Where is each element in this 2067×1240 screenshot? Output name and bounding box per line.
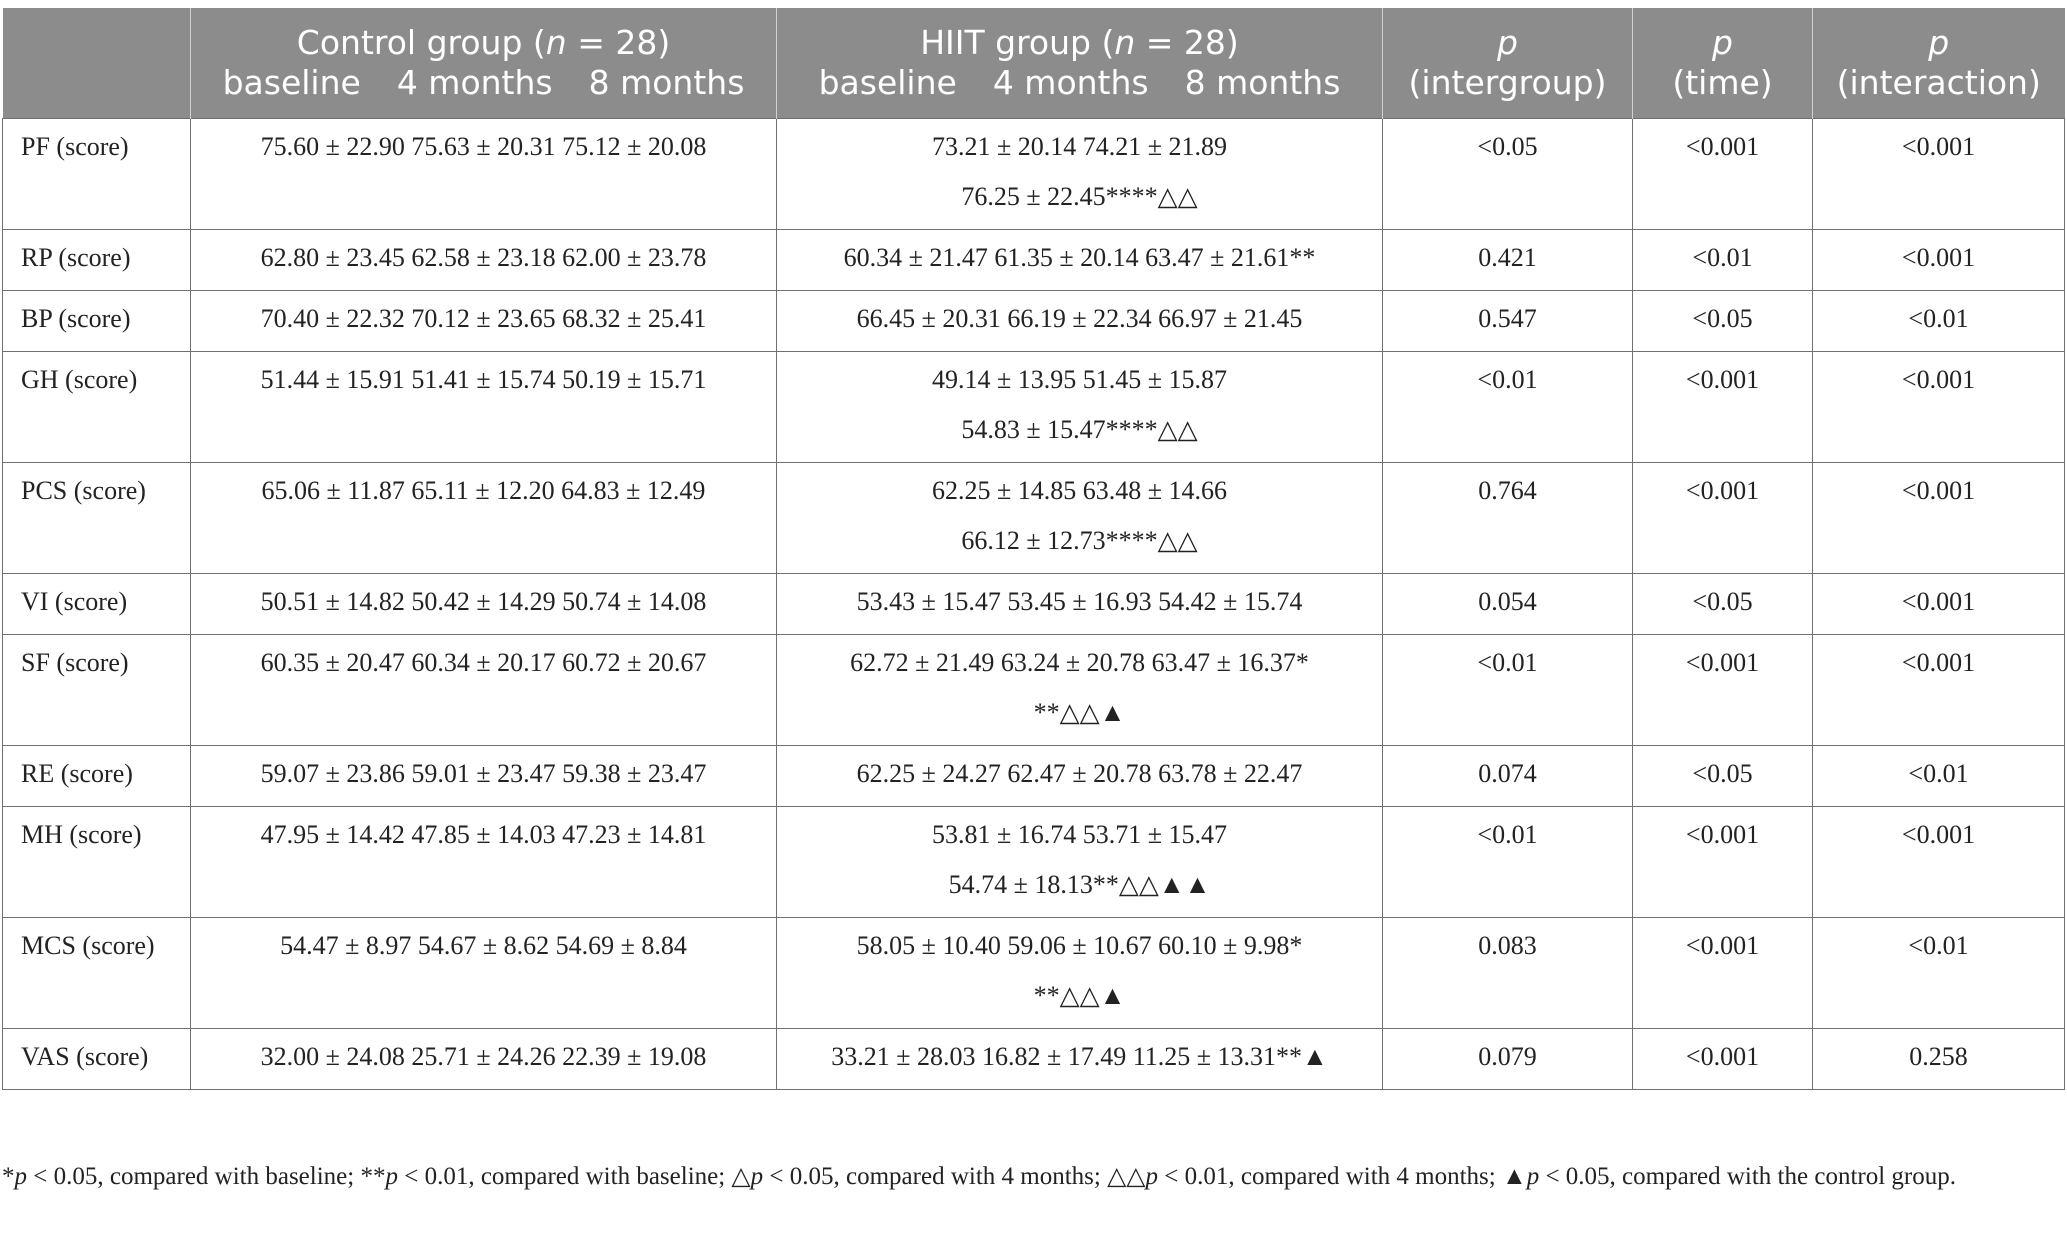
hiit-values: 49.14 ± 13.95 51.45 ± 15.87 54.83 ± 15.47****△△ [777, 352, 1383, 463]
hiit-values: 53.81 ± 16.74 53.71 ± 15.47 54.74 ± 18.13**△△▲▲ [777, 807, 1383, 918]
p-time-value: <0.001 [1633, 635, 1813, 746]
p-interaction-value: <0.001 [1813, 807, 2065, 918]
p-time-value: <0.05 [1633, 746, 1813, 807]
table-row [3, 807, 2065, 918]
p-time-value: <0.001 [1633, 463, 1813, 574]
control-values: 51.44 ± 15.91 51.41 ± 15.74 50.19 ± 15.71 [191, 352, 777, 463]
hiit-values: 62.72 ± 21.49 63.24 ± 20.78 63.47 ± 16.37* **△△▲ [777, 635, 1383, 746]
p-time-value: <0.001 [1633, 1029, 1813, 1090]
hiit-values: 62.25 ± 14.85 63.48 ± 14.66 66.12 ± 12.73****△△ [777, 463, 1383, 574]
p-intergroup-value: 0.547 [1383, 291, 1633, 352]
results-table-container [2, 8, 2064, 1090]
p-interaction-value: <0.001 [1813, 230, 2065, 291]
control-values: 59.07 ± 23.86 59.01 ± 23.47 59.38 ± 23.47 [191, 746, 777, 807]
p-intergroup-value: 0.764 [1383, 463, 1633, 574]
table-row [3, 574, 2065, 635]
hiit-values: 58.05 ± 10.40 59.06 ± 10.67 60.10 ± 9.98* **△△▲ [777, 918, 1383, 1029]
table-row [3, 291, 2065, 352]
row-label: MH (score) [3, 807, 191, 918]
table-row [3, 635, 2065, 746]
row-label: SF (score) [3, 635, 191, 746]
p-interaction-value: <0.001 [1813, 635, 2065, 746]
table-body [3, 119, 2065, 1090]
control-values: 60.35 ± 20.47 60.34 ± 20.17 60.72 ± 20.67 [191, 635, 777, 746]
hiit-values: 73.21 ± 20.14 74.21 ± 21.89 76.25 ± 22.45****△△ [777, 119, 1383, 230]
p-time-value: <0.05 [1633, 574, 1813, 635]
p-time-value: <0.05 [1633, 291, 1813, 352]
table-footnote: *p < 0.05, compared with baseline; **p < 0.01, compared with baseline; △p < 0.05, compared with 4 months; △△p < 0.01, compared with 4 months; ▲p < 0.05, compared with the control group. [2, 1163, 1956, 1190]
header-control-group [191, 8, 777, 119]
p-intergroup-value: 0.054 [1383, 574, 1633, 635]
row-label: VI (score) [3, 574, 191, 635]
table-row [3, 918, 2065, 1029]
hiit-values: 53.43 ± 15.47 53.45 ± 16.93 54.42 ± 15.74 [777, 574, 1383, 635]
p-time-value: <0.001 [1633, 352, 1813, 463]
control-values: 62.80 ± 23.45 62.58 ± 23.18 62.00 ± 23.78 [191, 230, 777, 291]
header-p-interaction: p (interaction) [1813, 8, 2065, 119]
p-time-value: <0.001 [1633, 918, 1813, 1029]
p-time-value: <0.01 [1633, 230, 1813, 291]
control-values: 50.51 ± 14.82 50.42 ± 14.29 50.74 ± 14.08 [191, 574, 777, 635]
table-row [3, 119, 2065, 230]
p-intergroup-value: 0.079 [1383, 1029, 1633, 1090]
p-intergroup-value: <0.01 [1383, 807, 1633, 918]
control-values: 70.40 ± 22.32 70.12 ± 23.65 68.32 ± 25.41 [191, 291, 777, 352]
p-interaction-value: 0.258 [1813, 1029, 2065, 1090]
p-time-value: <0.001 [1633, 119, 1813, 230]
table-row [3, 352, 2065, 463]
p-interaction-value: <0.001 [1813, 574, 2065, 635]
row-label: BP (score) [3, 291, 191, 352]
hiit-title: HIIT group (n = 28) [920, 23, 1239, 62]
p-time-value: <0.001 [1633, 807, 1813, 918]
hiit-values: 60.34 ± 21.47 61.35 ± 20.14 63.47 ± 21.61** [777, 230, 1383, 291]
p-interaction-value: <0.001 [1813, 119, 2065, 230]
p-interaction-value: <0.001 [1813, 352, 2065, 463]
p-interaction-value: <0.01 [1813, 746, 2065, 807]
table-row [3, 230, 2065, 291]
row-label: PF (score) [3, 119, 191, 230]
row-label: MCS (score) [3, 918, 191, 1029]
control-title: Control group (n = 28) [296, 23, 671, 62]
control-timepoints: baseline 4 months 8 months [222, 63, 745, 102]
row-label: PCS (score) [3, 463, 191, 574]
header-hiit-group [777, 8, 1383, 119]
p-interaction-value: <0.001 [1813, 463, 2065, 574]
control-values: 65.06 ± 11.87 65.11 ± 12.20 64.83 ± 12.49 [191, 463, 777, 574]
header-p-time: p (time) [1633, 8, 1813, 119]
results-table [2, 8, 2065, 1090]
p-interaction-value: <0.01 [1813, 291, 2065, 352]
control-values: 54.47 ± 8.97 54.67 ± 8.62 54.69 ± 8.84 [191, 918, 777, 1029]
p-intergroup-value: <0.01 [1383, 635, 1633, 746]
table-row [3, 463, 2065, 574]
header-p-intergroup: p (intergroup) [1383, 8, 1633, 119]
hiit-values: 62.25 ± 24.27 62.47 ± 20.78 63.78 ± 22.47 [777, 746, 1383, 807]
row-label: RE (score) [3, 746, 191, 807]
p-intergroup-value: 0.421 [1383, 230, 1633, 291]
control-values: 75.60 ± 22.90 75.63 ± 20.31 75.12 ± 20.08 [191, 119, 777, 230]
row-label: RP (score) [3, 230, 191, 291]
table-row [3, 1029, 2065, 1090]
row-label: GH (score) [3, 352, 191, 463]
hiit-timepoints: baseline 4 months 8 months [818, 63, 1341, 102]
table-header [3, 8, 2065, 119]
hiit-values: 33.21 ± 28.03 16.82 ± 17.49 11.25 ± 13.31**▲ [777, 1029, 1383, 1090]
p-intergroup-value: <0.01 [1383, 352, 1633, 463]
table-row [3, 746, 2065, 807]
hiit-values: 66.45 ± 20.31 66.19 ± 22.34 66.97 ± 21.45 [777, 291, 1383, 352]
p-intergroup-value: 0.083 [1383, 918, 1633, 1029]
p-interaction-value: <0.01 [1813, 918, 2065, 1029]
control-values: 32.00 ± 24.08 25.71 ± 24.26 22.39 ± 19.08 [191, 1029, 777, 1090]
control-values: 47.95 ± 14.42 47.85 ± 14.03 47.23 ± 14.81 [191, 807, 777, 918]
p-intergroup-value: <0.05 [1383, 119, 1633, 230]
row-label: VAS (score) [3, 1029, 191, 1090]
header-empty-cell [3, 8, 191, 119]
p-intergroup-value: 0.074 [1383, 746, 1633, 807]
